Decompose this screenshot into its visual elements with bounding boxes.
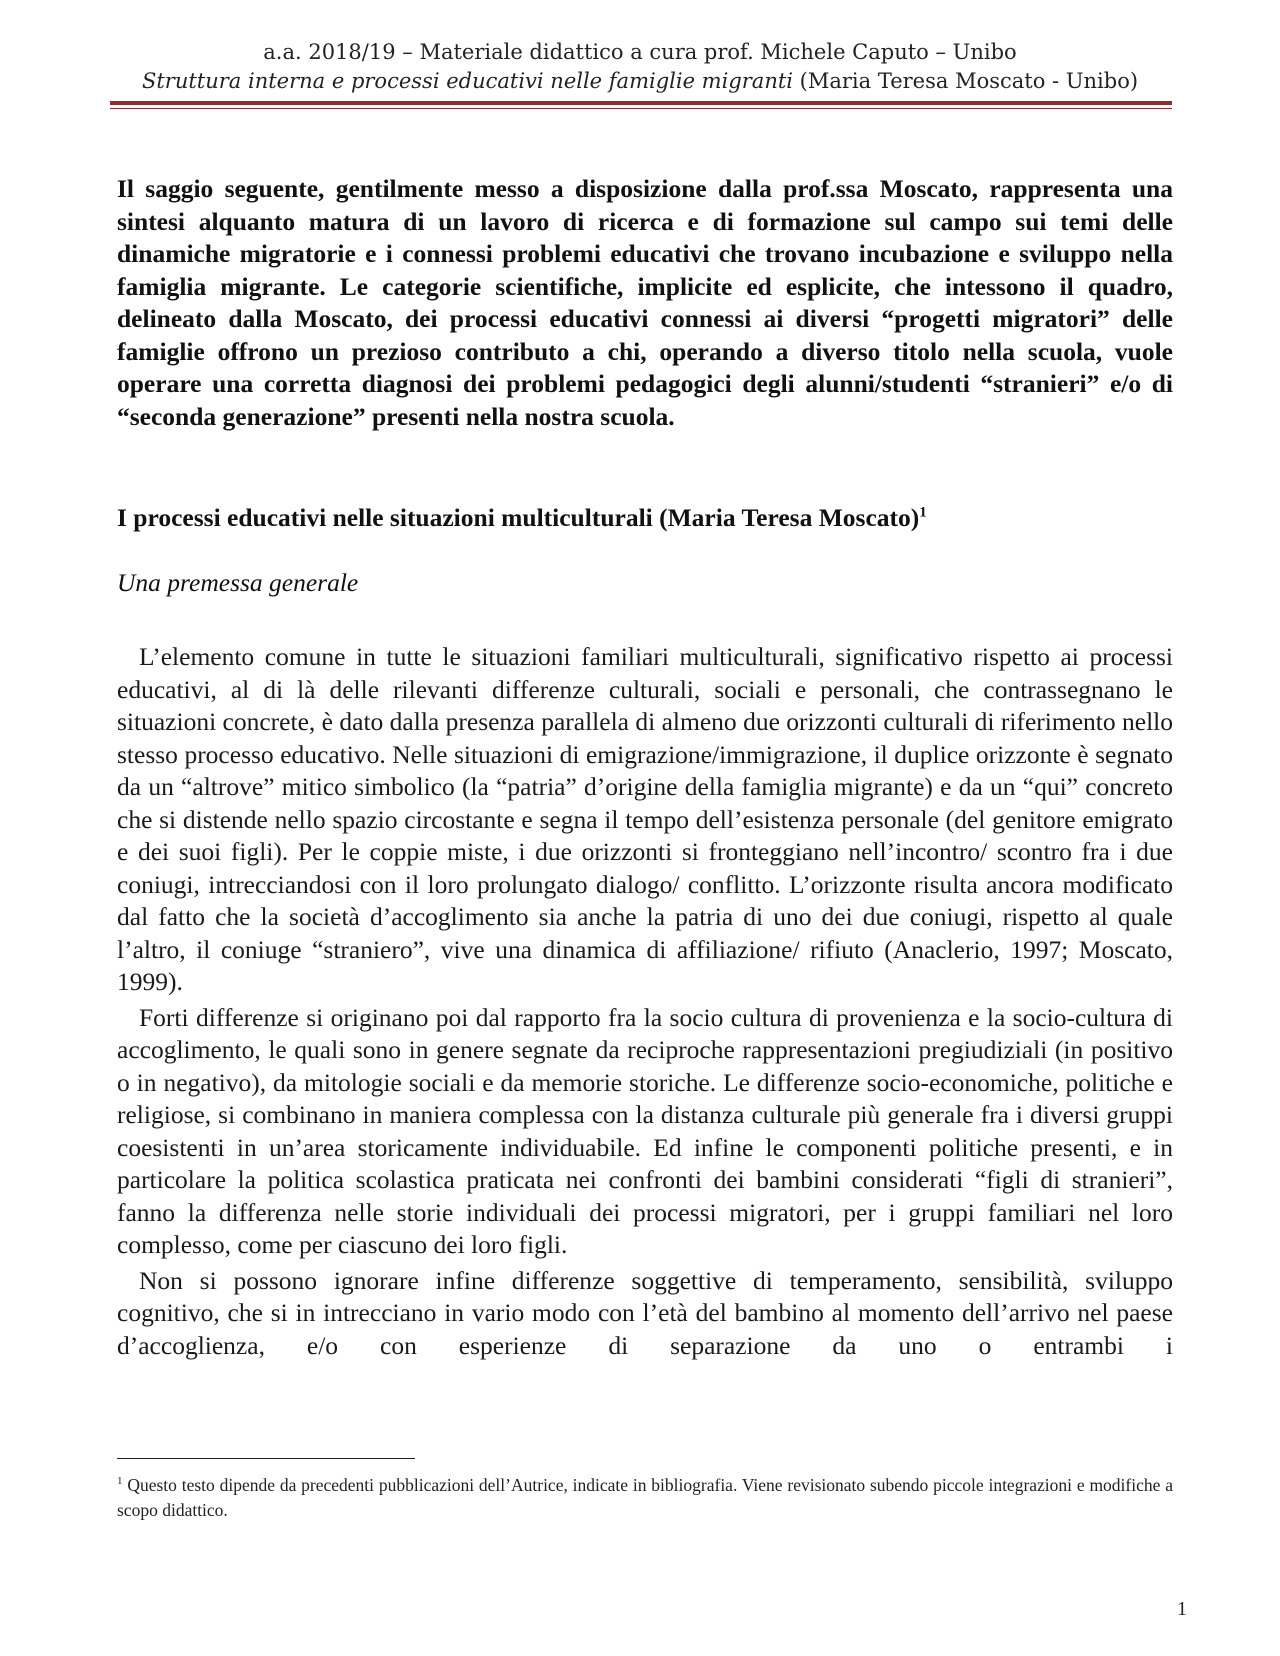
body-paragraph-1: L’elemento comune in tutte le situazioni familiari multiculturali, significativo rispetto ai processi educativi, al di là delle rilevanti differenze culturali, sociali e personali, che contrassegnano le situazioni concrete, è dato dalla presenza parallela di almeno due orizzonti culturali di riferimento nello stesso processo educativo. Nelle situazioni di emigrazione/immigrazione, il duplice orizzonte è segnato da un “altrove” mitico simbolico (la “patria” d’origine della famiglia migrante) e da un “qui” concreto che si distende nello spazio circostante e segna il tempo dell’esistenza personale (del genitore emigrato e dei suoi figli). Per le coppie miste, i due orizzonti si fronteggiano nell’incontro/ scontro fra i due coniugi, intrecciandosi con il loro prolungato dialogo/ conflitto. L’orizzonte risulta ancora modificato dal fatto che la società d’accoglimento sia anche la patria di uno dei due coniugi, rispetto al quale l’altro, il coniuge “straniero”, vive una dinamica di affiliazione/ rifiuto (Anaclerio, 1997; Moscato, 1999). (117, 642, 1173, 996)
footnote (117, 1469, 1173, 1523)
header-author: (Maria Teresa Moscato - Unibo) (793, 69, 1139, 93)
section-subtitle: Una premessa generale (117, 568, 359, 597)
running-header (110, 38, 1170, 96)
header-rule-thin (110, 108, 1172, 109)
essay-title-text: I processi educativi nelle situazioni multiculturali (Maria Teresa Moscato) (117, 503, 920, 532)
header-italic-title: Struttura interna e processi educativi nelle famiglie migranti (141, 69, 793, 93)
page-number: 1 (1177, 1598, 1187, 1620)
footnote-marker: 1 (117, 1475, 123, 1487)
body-paragraph-2: Forti differenze si originano poi dal rapporto fra la socio cultura di provenienza e la socio-cultura di accoglimento, le quali sono in genere segnate da reciproche rappresentazioni pregiudiziali (in positivo o in negativo), da mitologie sociali e da memorie storiche. Le differenze socio-economiche, politiche e religiose, si combinano in maniera complessa con la distanza culturale più generale fra i diversi gruppi coesistenti in un’area storicamente individuabile. Ed infine le componenti politiche presenti, e in particolare la politica scolastica praticata nei confronti dei bambini considerati “figli di stranieri”, fanno la differenza nelle storie individuali dei processi migratori, per i gruppi familiari nel loro complesso, come per ciascuno dei loro figli. (117, 1002, 1173, 1259)
body-text (117, 641, 1173, 1362)
footnote-separator (117, 1458, 415, 1459)
footnote-reference[interactable]: 1 (919, 504, 927, 521)
essay-title (117, 502, 1173, 534)
header-rule-thick (110, 101, 1172, 105)
header-line-2 (110, 67, 1170, 96)
footnote-text: Questo testo dipende da precedenti pubblicazioni dell’Autrice, indicate in bibliografia. Viene revisionato subendo piccole integrazioni e modifiche a scopo didattico. (117, 1474, 1173, 1520)
intro-paragraph: Il saggio seguente, gentilmente messo a disposizione dalla prof.ssa Moscato, rappresenta una sintesi alquanto matura di un lavoro di ricerca e di formazione sul campo sui temi delle dinamiche migratorie e i connessi problemi educativi che trovano incubazione e sviluppo nella famiglia migrante. Le categorie scientifiche, implicite ed esplicite, che intessono il quadro, delineato dalla Moscato, dei processi educativi connessi ai diversi “progetti migratori” delle famiglie offrono un prezioso contributo a chi, operando a diverso titolo nella scuola, vuole operare una corretta diagnosi dei problemi pedagogici degli alunni/studenti “stranieri” e/o di “seconda generazione” presenti nella nostra scuola. (117, 174, 1173, 431)
body-paragraph-3: Non si possono ignorare infine differenze soggettive di temperamento, sensibilità, sviluppo cognitivo, che si in intrecciano in vario modo con l’età del bambino al momento dell’arrivo nel paese d’accoglienza, e/o con esperienze di separazione da uno o entrambi i (117, 1265, 1173, 1360)
header-line-1: a.a. 2018/19 – Materiale didattico a cura prof. Michele Caputo – Unibo (263, 40, 1017, 64)
